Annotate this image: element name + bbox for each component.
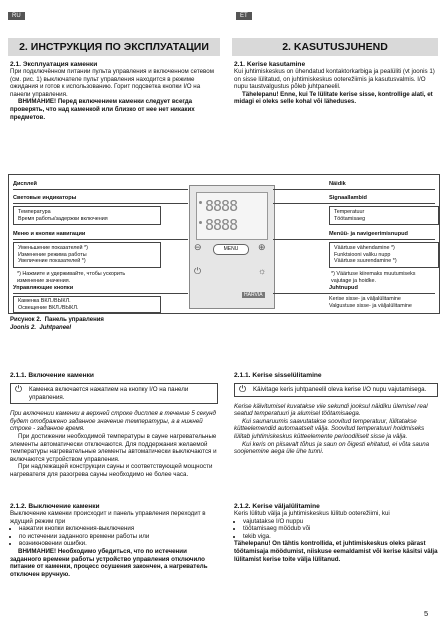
ru-2-1-2-intro: Выключение каменки происходит и панель управления переходит в ждущий режим при <box>10 510 206 525</box>
power-icon: ⏻ <box>239 384 247 394</box>
ru-2-1-title: 2.1. Эксплуатация каменки <box>10 61 98 68</box>
section-header-et: 2. KASUTUSJUHEND <box>232 38 438 56</box>
segment-row-top: 8888 <box>205 197 238 215</box>
et-section-2-1 <box>234 61 438 106</box>
minus-button[interactable]: ⊖ <box>194 242 202 252</box>
et-menu-box <box>329 242 439 268</box>
et-section-2-1-2 <box>234 503 438 563</box>
list-item: • töötamisaeg möödub või <box>243 525 438 533</box>
ru-2-1-2-title: 2.1.2. Выключение каменки <box>10 503 100 510</box>
et-2-1-1-p3: Kui keris on piisavalt tõhus ja saun on õigesti ehitatud, ei võta sauna soojenemine aega üle ühe tunni. <box>234 440 430 456</box>
list-item: • нажатии кнопки включения-выключения <box>19 525 218 533</box>
ru-2-1-1-box <box>10 383 218 404</box>
page-number: 5 <box>424 609 429 618</box>
power-button[interactable]: ⏻ <box>194 266 202 276</box>
ru-2-1-1-title: 2.1.1. Включение каменки <box>10 372 94 379</box>
et-2-1-2-title: 2.1.2. Kerise väljalülitamine <box>234 503 320 510</box>
ru-label-control: Управляющие кнопки <box>13 285 74 291</box>
ru-2-1-1-box-text: Каменка включается нажатием на кнопку I/O на панели управления. <box>29 386 189 401</box>
et-label-menu: Menüü- ja navigeerimisnupud <box>329 231 408 237</box>
lang-tag-ru: RU <box>8 12 25 20</box>
et-2-1-2-intro: Keris lülitub välja ja juhtimiskeskus lülitub ooterežiimi, kui <box>234 510 390 517</box>
ru-menu-item: Увеличение показателей *) <box>18 258 86 265</box>
panel-display <box>196 192 268 240</box>
segment-row-bottom: 8888 <box>205 216 238 234</box>
et-2-1-1-p2: Kui saunaruumis saavutatakse soovitud temperatuur, lülitatakse kütteelemendid automaatselt välja. Soovitud temperatuuri hoidmiseks lülitab juhtimiskeskus kütteelemente perioodiliselt sisse ja välja. <box>234 417 425 440</box>
ru-menu-item: Уменьшение показателей *) <box>18 245 88 251</box>
et-2-1-2-warning: Tähelepanu! On tähtis kontrollida, et juhtimiskeskus oleks pärast töötamisaja möödumist, niiskuse eemaldamist või kerise käsitsi välja lülitamist kerise toite välja lülitanud. <box>234 540 438 563</box>
ru-menu-note: *) Нажмите и удерживайте, чтобы ускорить изменение значения. <box>17 271 126 284</box>
ru-label-display: Дисплей <box>13 181 37 187</box>
figure-caption <box>10 317 104 332</box>
ru-label-menu: Меню и кнопки навигации <box>13 231 86 237</box>
et-control-text <box>329 296 435 309</box>
et-2-1-1-box <box>234 383 438 397</box>
list-item: • возникновении ошибки. <box>19 540 218 548</box>
ru-section-2-1-2 <box>10 503 218 578</box>
et-label-display: Näidik <box>329 181 346 187</box>
et-2-1-title: 2.1. Kerise kasutamine <box>234 61 306 68</box>
et-2-1-1-box-text: Käivitage keris juhtpaneelil oleva kerise I/O nupu vajutamisega. <box>253 386 427 393</box>
ru-2-1-warning: ВНИМАНИЕ! Перед включением каменки следует всегда проверять, что над каменкой или близко от нее нет никаких предметов. <box>10 98 195 121</box>
et-2-1-p1: Kui juhtimiskeskus on ühendatud kontaktorkarbiga ja pealüliti (vt joonis 1) on sisse lülitatud, on juhtimiskeskus ooterežiimis ja kasutusvalmis. I/O nupu taustvalgustus põleb juhtpaneelil. <box>234 68 435 91</box>
menu-button[interactable]: MENU <box>213 244 249 255</box>
control-panel-figure <box>8 174 440 314</box>
light-button[interactable]: ☼ <box>258 266 267 276</box>
et-control-item: Valgustuse sisse- ja väljalülitamine <box>329 302 412 309</box>
et-menu-item: Väärtuse vähendamine *) <box>334 245 395 251</box>
ru-2-1-2-list <box>10 525 218 548</box>
et-menu-note: *) Väärtuse kiiremaks muutumiseks vajutage ja hoidke. <box>331 271 416 284</box>
et-signal-item: Temperatuur <box>334 209 365 215</box>
ru-2-1-p1: При подключённом питании пульта управления и включенном сетевом (см. рис. 1) выключателе пульт управления находится в режиме ожидания и готов к использованию. Горит подсветка кнопки I/O на панели управления. <box>10 68 214 98</box>
ru-control-item: Каменка ВКЛ./ВЫКЛ. <box>18 298 71 304</box>
et-signal-item: Töötamisaeg <box>334 215 366 222</box>
ru-signal-box <box>13 206 161 225</box>
ru-control-box <box>13 296 161 313</box>
et-control-item: Kerise sisse- ja väljalülitamine <box>329 296 401 302</box>
et-2-1-1-p1: Kerise käivitumisel kuvatakse viie sekundi jooksul näidiku ülemisel real seatud temperatuuri ja alumisel töötamisaega. <box>234 402 428 418</box>
section-header-ru: 2. ИНСТРУКЦИЯ ПО ЭКСПЛУАТАЦИИ <box>8 38 220 56</box>
ru-menu-box <box>13 242 161 268</box>
ru-label-signal: Световые индикаторы <box>13 195 77 201</box>
ru-section-2-1-1 <box>10 372 218 479</box>
ru-section-2-1 <box>10 61 218 121</box>
ru-2-1-2-warning: ВНИМАНИЕ! Необходимо убедиться, что по истечении заданного времени работы устройство управления отключило питание от каменки, процесс осушения закончен, а нагреватель отключен вручную. <box>10 547 208 578</box>
et-label-control: Juhtnupud <box>329 285 358 291</box>
control-panel-device <box>189 185 275 309</box>
list-item: • по истечении заданного времени работы или <box>19 533 218 541</box>
caption-et-label: Joonis 2. <box>10 324 37 331</box>
ru-signal-item: Время работы/задержки включения <box>18 215 108 222</box>
indicator-temperature-icon <box>199 201 202 204</box>
power-icon: ⏻ <box>15 384 23 394</box>
brand-logo: HARVIA <box>244 292 263 298</box>
caption-ru-text: Панель управления <box>44 317 104 323</box>
ru-menu-item: Изменение режима работы <box>18 251 87 258</box>
et-2-1-2-list <box>234 518 438 541</box>
ru-2-1-1-p2: При достижении необходимой температуры в сауне нагревательные элементы автоматически отключаются. Для поддержания желаемой температуры нагревательные элементы автоматически выключаются и включаются устройством управления. <box>10 432 217 463</box>
ru-control-item: Освещение ВКЛ./ВЫКЛ. <box>18 304 79 311</box>
et-label-signal: Signaallambid <box>329 195 367 201</box>
lang-tag-et: ET <box>236 12 252 20</box>
caption-ru-label: Рисунок 2. <box>10 317 42 323</box>
list-item: • vajutatakse I/O nuppu <box>243 518 438 526</box>
list-item: • tekib viga. <box>243 533 438 541</box>
et-section-2-1-1 <box>234 372 438 456</box>
ru-2-1-1-p3: При надлежащей конструкции сауны и соответствующей мощности нагревателя для разогрева сауны необходимо не более часа. <box>10 463 213 478</box>
ru-2-1-1-p1: При включении каменки в верхней строке дисплея в течение 5 секунд будет отображено заданное значение температуры, а в нижней строке - заданное время. <box>10 410 216 433</box>
et-menu-item: Väärtuse suurendamine *) <box>334 258 397 265</box>
caption-et-text: Juhtpaneel <box>39 324 72 331</box>
et-signal-box <box>329 206 439 225</box>
indicator-time-icon <box>199 221 202 224</box>
et-menu-item: Funktsiooni valiku nupp <box>334 251 391 258</box>
et-2-1-1-title: 2.1.1. Kerise sisselülitamine <box>234 372 322 379</box>
plus-button[interactable]: ⊕ <box>258 242 266 252</box>
ru-signal-item: Температура <box>18 209 51 215</box>
et-2-1-warning: Tähelepanu! Enne, kui Te lülitate kerise sisse, kontrollige alati, et midagi ei oleks selle kohal või läheduses. <box>234 90 433 106</box>
